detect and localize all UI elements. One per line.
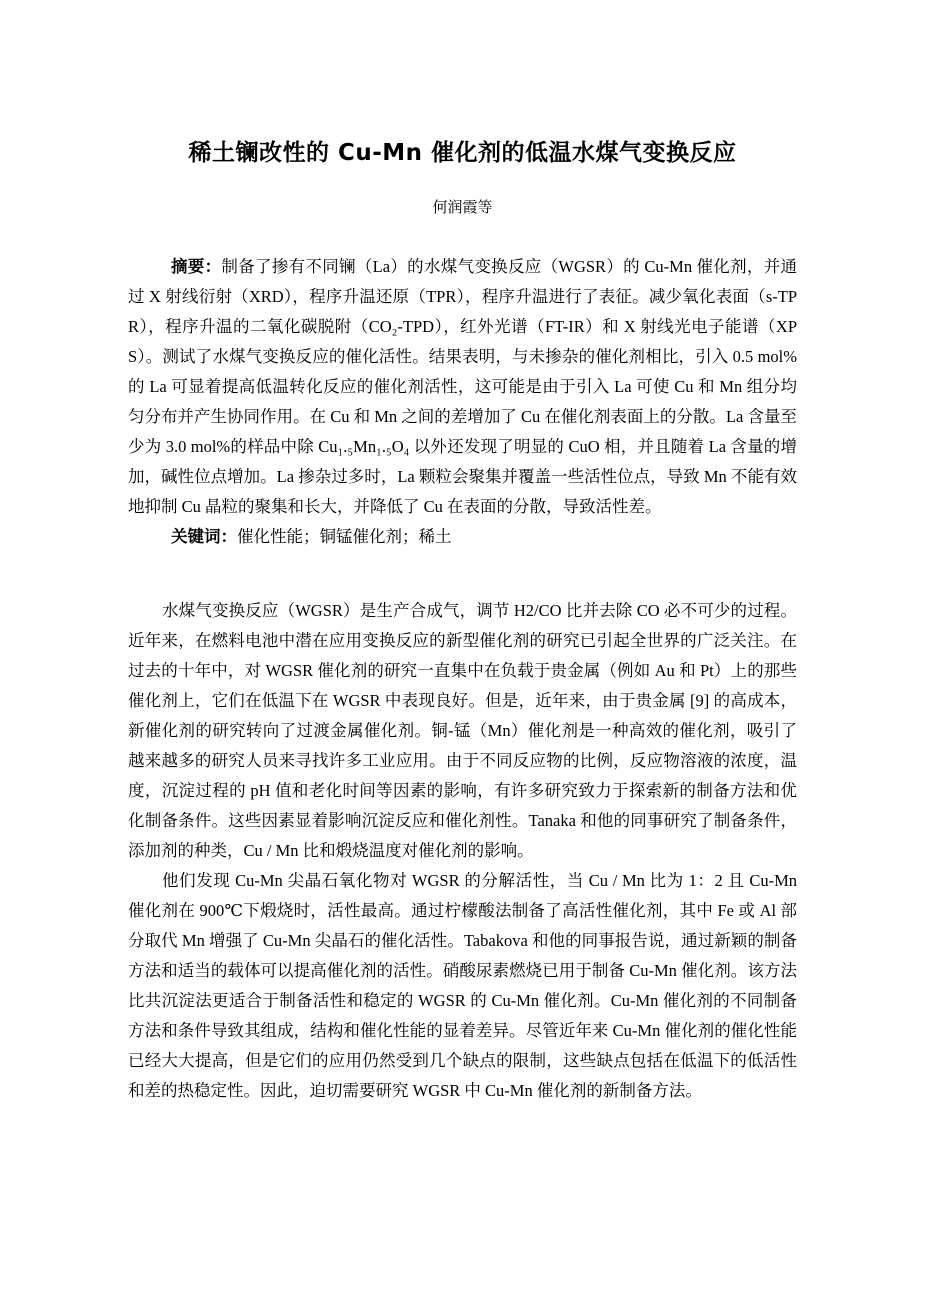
- abstract-label: 摘要：: [171, 257, 222, 276]
- keywords-label: 关键词：: [171, 527, 237, 546]
- author-line: 何润霞等: [432, 198, 493, 216]
- keywords-line: [128, 522, 797, 552]
- keywords-text: 催化性能；铜锰催化剂；稀土: [237, 527, 452, 546]
- paper-title: 稀土镧改性的 Cu-Mn 催化剂的低温水煤气变换反应: [188, 140, 737, 166]
- intro-paragraph-2: 他们发现 Cu-Mn 尖晶石氧化物对 WGSR 的分解活性，当 Cu / Mn 比为 1：2 且 Cu-Mn 催化剂在 900℃下煅烧时，活性最高。通过柠檬酸法制备了高活性催化剂，其中 Fe 或 Al 部分取代 Mn 增强了 Cu-Mn 尖晶石的催化活性。Tabakova 和他的同事报告说，通过新颖的制备方法和适当的载体可以提高催化剂的活性。硝酸尿素燃烧已用于制备 Cu-Mn 催化剂。该方法比共沉淀法更适合于制备活性和稳定的 WGSR 的 Cu-Mn 催化剂。Cu-Mn 催化剂的不同制备方法和条件导致其组成，结构和催化性能的显着差异。尽管近年来 Cu-Mn 催化剂的催化性能已经大大提高，但是它们的应用仍然受到几个缺点的限制，这些缺点包括在低温下的低活性和差的热稳定性。因此，迫切需要研究 WGSR 中 Cu-Mn 催化剂的新制备方法。: [128, 871, 797, 1100]
- intro-paragraph-1: 水煤气变换反应（WGSR）是生产合成气，调节 H2/CO 比并去除 CO 必不可少的过程。近年来，在燃料电池中潜在应用变换反应的新型催化剂的研究已引起全世界的广泛关注。在过去的十年中，对 WGSR 催化剂的研究一直集中在负载于贵金属（例如 Au 和 Pt）上的那些催化剂上，它们在低温下在 WGSR 中表现良好。但是，近年来，由于贵金属 [9] 的高成本，新催化剂的研究转向了过渡金属催化剂。铜-锰（Mn）催化剂是一种高效的催化剂，吸引了越来越多的研究人员来寻找许多工业应用。由于不同反应物的比例，反应物溶液的浓度，温度，沉淀过程的 pH 值和老化时间等因素的影响，有许多研究致力于探索新的制备方法和优化制备条件。这些因素显着影响沉淀反应和催化剂性。Tanaka 和他的同事研究了制备条件，添加剂的种类，Cu / Mn 比和煅烧温度对催化剂的影响。: [128, 601, 797, 860]
- abstract-paragraph: [128, 252, 797, 522]
- abstract-text: 制备了掺有不同镧（La）的水煤气变换反应（WGSR）的 Cu-Mn 催化剂，并通过 X 射线衍射（XRD），程序升温还原（TPR），程序升温进行了表征。减少氧化表面（s-TPR），程序升温的二氧化碳脱附（CO₂-TPD），红外光谱（FT-IR）和 X 射线光电子能谱（XPS）。测试了水煤气变换反应的催化活性。结果表明，与未掺杂的催化剂相比，引入 0.5 mol%的 La 可显着提高低温转化反应的催化剂活性，这可能是由于引入 La 可使 Cu 和 Mn 组分均匀分布并产生协同作用。在 Cu 和 Mn 之间的差增加了 Cu 在催化剂表面上的分散。La 含量至少为 3.0 mol%的样品中除 Cu₁.₅Mn₁.₅O₄ 以外还发现了明显的 CuO 相，并且随着 La 含量的增加，碱性位点增加。La 掺杂过多时，La 颗粒会聚集并覆盖一些活性位点，导致 Mn 不能有效地抑制 Cu 晶粒的聚集和长大，并降低了 Cu 在表面的分散，导致活性差。: [128, 257, 798, 516]
